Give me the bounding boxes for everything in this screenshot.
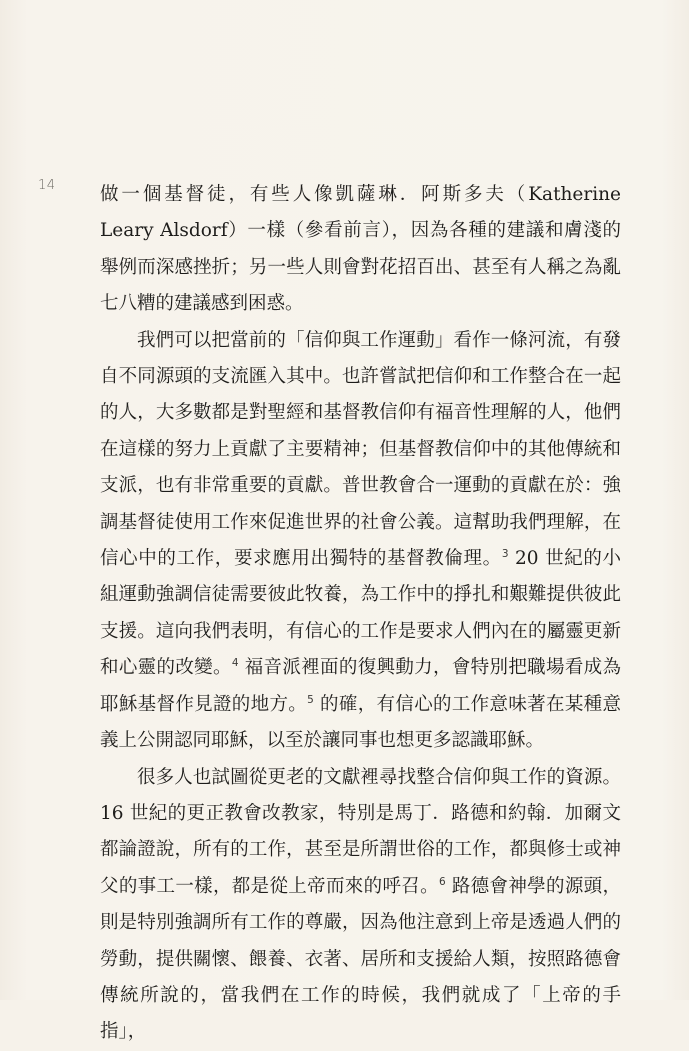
paragraph-text: 的確，有信心的工作意味著在某種意義上公開認同耶穌，以至於讓同事也想更多認識耶穌。: [100, 693, 621, 752]
paragraph-text: 20 世紀的小組運動強調信徒需要彼此牧養，為工作中的掙扎和艱難提供彼此支援。這向我們表明，有信心的工作是要求人們內在的屬靈更新和心靈的改變。: [100, 548, 621, 679]
footnote-ref-4[interactable]: 4: [231, 657, 239, 670]
paragraph-reformation: [100, 760, 621, 1051]
footnote-ref-6[interactable]: 6: [438, 875, 446, 888]
paragraph-continuation: [100, 177, 621, 323]
paragraph-text: 路德會神學的源頭，則是特別強調所有工作的尊嚴，因為他注意到上帝是透過人們的勞動，提供關懷、餵養、衣著、居所和支援給人類，按照路德會傳統所說的，當我們在工作的時候，我們就成了「上帝的手指」，: [100, 875, 621, 1043]
page-number: 14: [38, 178, 56, 193]
paragraph-faith-work-movement: [100, 323, 621, 760]
body-text: [100, 177, 621, 1051]
paragraph-text: 我們可以把當前的「信仰與工作運動」看作一條河流，有發自不同源頭的支流匯入其中。也許嘗試把信仰和工作整合在一起的人，大多數都是對聖經和基督教信仰有福音性理解的人，他們在這樣的努力上貢獻了主要精神；但基督教信仰中的其他傳統和支派，也有非常重要的貢獻。普世教會合一運動的貢獻在於：強調基督徒使用工作來促進世界的社會公義。這幫助我們理解，在信心中的工作，要求應用出獨特的基督教倫理。: [100, 329, 621, 570]
paragraph-text: 做一個基督徒，有些人像凱薩琳．阿斯多夫（Katherine Leary Alsdorf）一樣（參看前言），因為各種的建議和膚淺的舉例而深感挫折；另一些人則會對花招百出、甚至有人稱之為亂七八糟的建議感到困惑。: [100, 184, 621, 315]
paragraph-text: 福音派裡面的復興動力，會特別把職場看成為耶穌基督作見證的地方。: [100, 657, 621, 715]
paragraph-text: 很多人也試圖從更老的文獻裡尋找整合信仰與工作的資源。16 世紀的更正教會改教家，特別是馬丁．路德和約翰．加爾文都論證說，所有的工作，甚至是所謂世俗的工作，都與修士或神父的事工一樣，都是從上帝而來的呼召。: [100, 766, 621, 897]
footnote-ref-5[interactable]: 5: [307, 693, 314, 706]
footnote-ref-3[interactable]: 3: [501, 547, 509, 560]
